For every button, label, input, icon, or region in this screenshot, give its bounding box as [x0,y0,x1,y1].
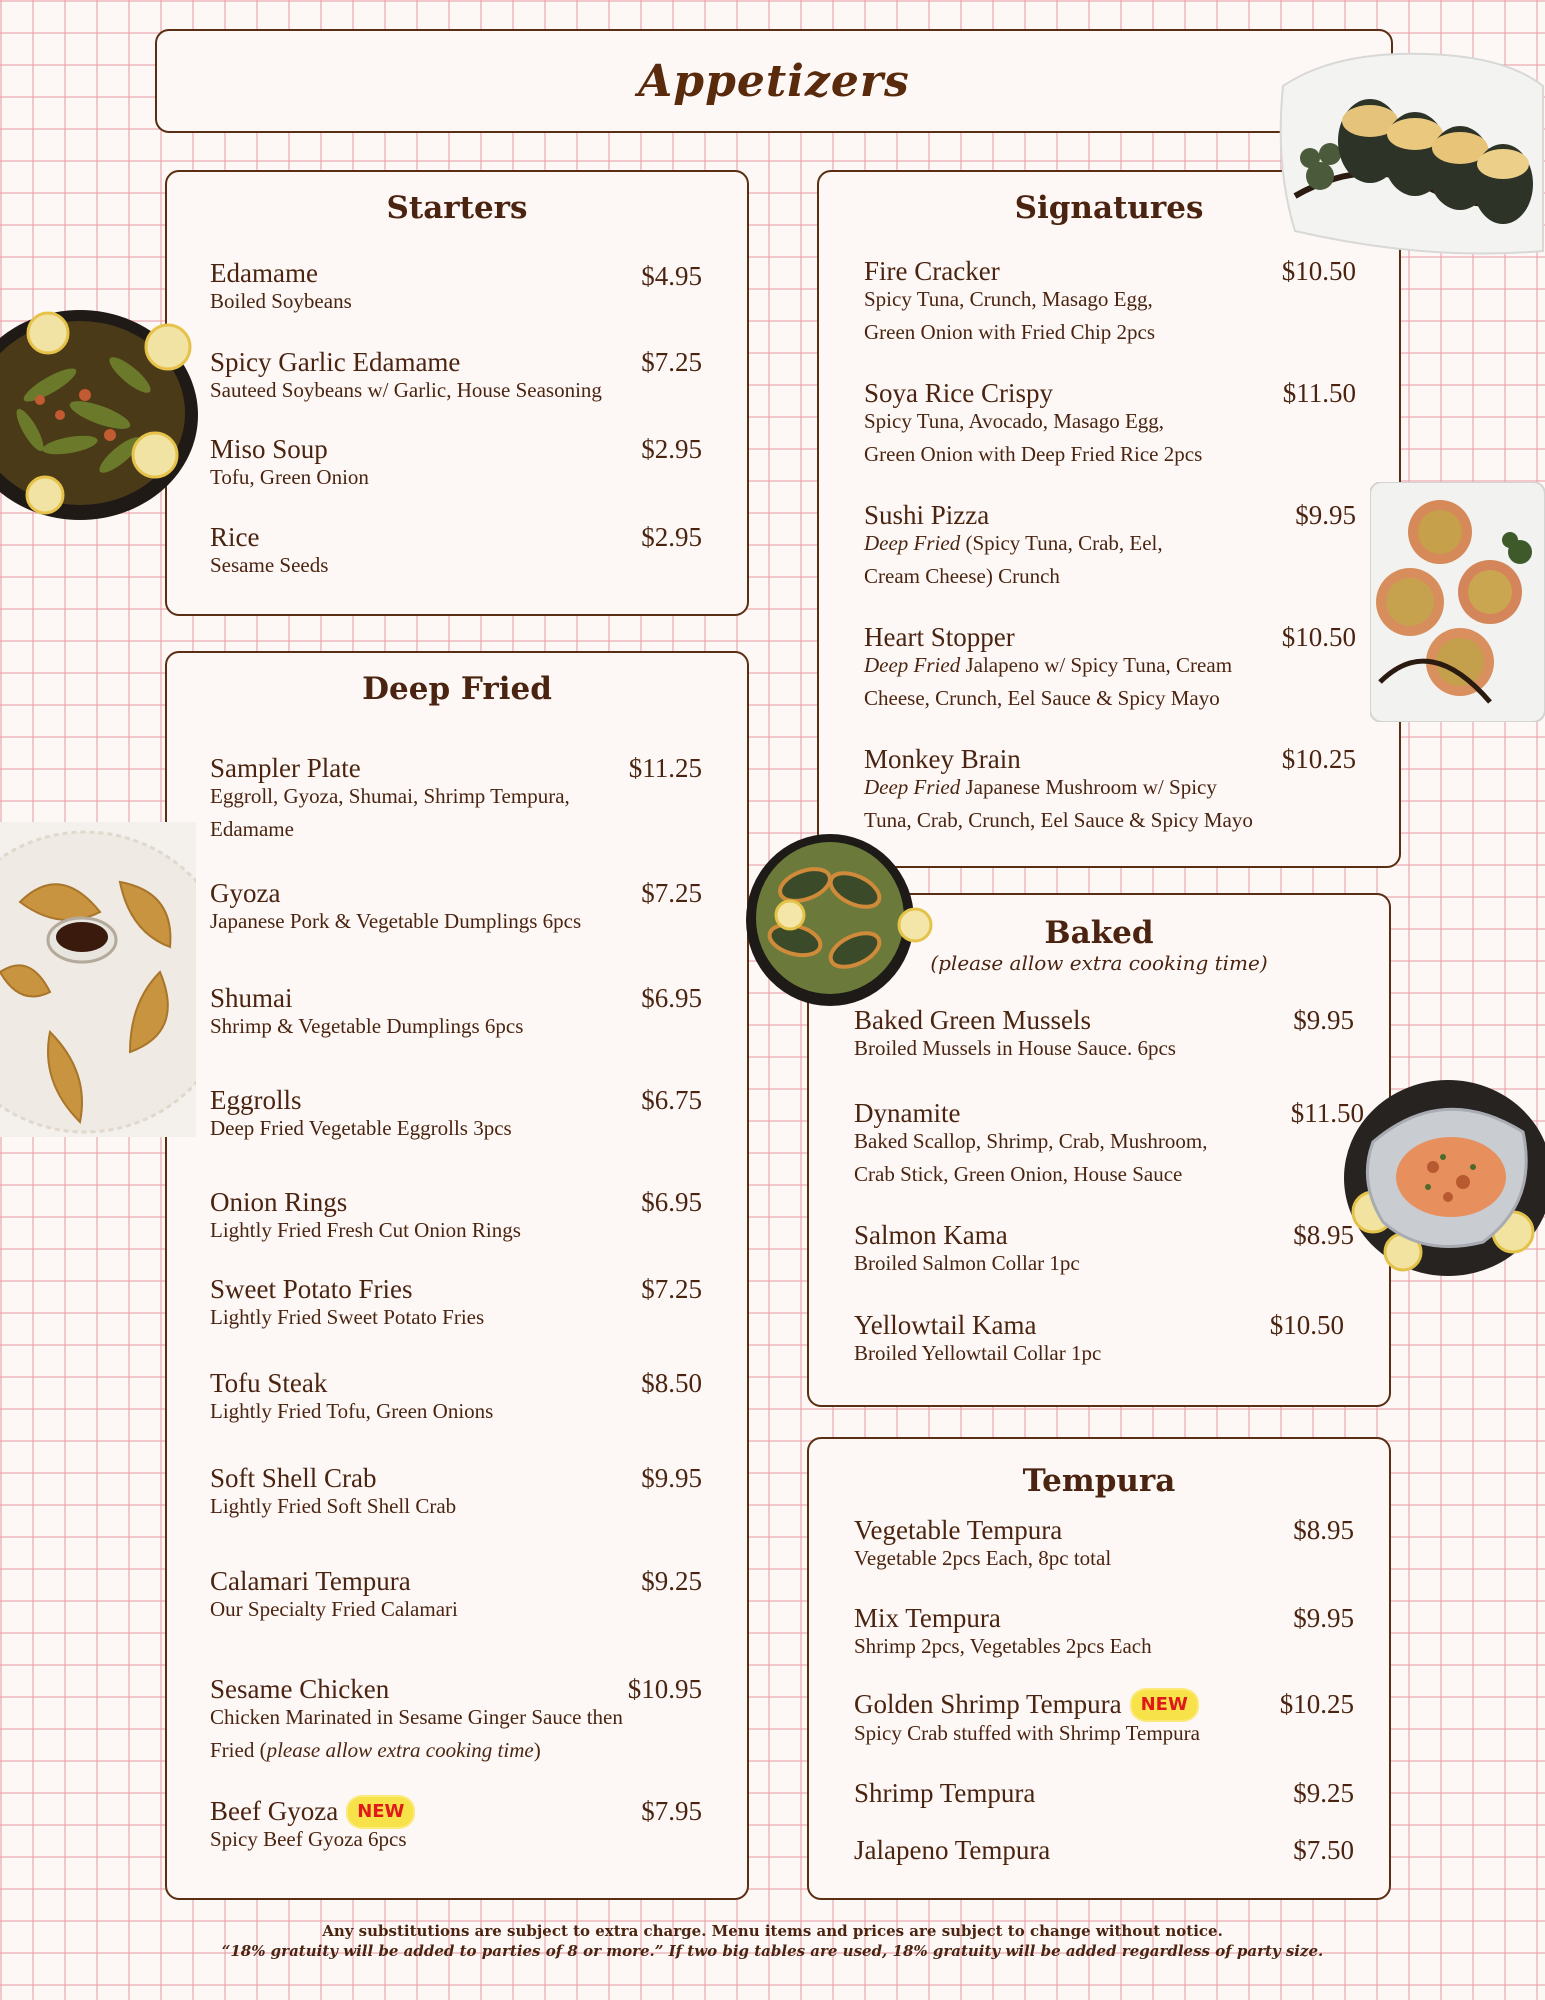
item-description-line1 [864,649,1232,682]
section-subtitle: (please allow extra cooking time) [930,951,1268,975]
item-price: $9.95 [1293,1005,1354,1035]
item-price: $10.25 [1279,1689,1354,1719]
item-description: Lightly Fried Fresh Cut Onion Rings [210,1218,521,1242]
desc-italic-prefix: Deep Fried [864,775,961,799]
section-title: Baked [1044,915,1154,951]
item-description: Lightly Fried Soft Shell Crab [210,1494,457,1518]
item-name: Shrimp Tempura [854,1778,1036,1808]
item-description: Deep Fried Vegetable Eggrolls 3pcs [210,1116,512,1140]
item-name-text: Golden Shrimp Tempura [854,1689,1122,1719]
item-price: $10.50 [1281,256,1356,286]
item-name: Shumai [210,983,293,1013]
item-name: Baked Green Mussels [854,1005,1091,1035]
item-description-line1: Chicken Marinated in Sesame Ginger Sauce then [210,1705,623,1729]
item-price: $7.25 [641,1274,702,1304]
desc-text: ) [533,1738,541,1762]
item-description-line1: Eggroll, Gyoza, Shumai, Shrimp Tempura, [210,784,570,808]
item-price: $11.25 [628,753,702,783]
item-name: Sampler Plate [210,753,361,783]
title-banner [155,29,1393,133]
item-price: $7.50 [1293,1835,1354,1865]
desc-text: (Spicy Tuna, Crab, Eel, [960,531,1163,555]
item-price: $9.25 [1293,1778,1354,1808]
item-description: Japanese Pork & Vegetable Dumplings 6pcs [210,909,582,933]
item-price: $8.95 [1293,1515,1354,1545]
item-description-line2: Cheese, Crunch, Eel Sauce & Spicy Mayo [864,686,1220,710]
tempura-section [807,1437,1391,1900]
item-name: Rice [210,522,260,552]
desc-text: Japanese Mushroom w/ Spicy [960,775,1217,799]
sushi-pizza-photo [1370,482,1545,722]
desc-text: Fried ( [210,1738,267,1762]
footer-disclaimer: Any substitutions are subject to extra charge. Menu items and prices are subject to change without notice. [322,1922,1223,1940]
section-title: Starters [386,190,528,226]
item-name: Soft Shell Crab [210,1463,377,1493]
section-title: Deep Fried [362,671,552,707]
item-name: Onion Rings [210,1187,348,1217]
item-description-line1: Spicy Tuna, Crunch, Masago Egg, [864,287,1153,311]
item-description: Shrimp 2pcs, Vegetables 2pcs Each [854,1634,1152,1658]
new-badge: NEW [348,1797,413,1827]
item-name-text: Beef Gyoza [210,1796,339,1826]
item-name: Fire Cracker [864,256,1000,286]
new-badge: NEW [1132,1690,1197,1720]
item-price: $4.95 [641,261,702,291]
item-name: Dynamite [854,1098,961,1128]
item-description: Lightly Fried Sweet Potato Fries [210,1305,485,1329]
item-description: Broiled Yellowtail Collar 1pc [854,1341,1102,1365]
item-description-line2: Green Onion with Deep Fried Rice 2pcs [864,442,1203,466]
item-price: $2.95 [641,434,702,464]
item-price: $6.75 [641,1085,702,1115]
desc-italic-prefix: Deep Fried [864,531,961,555]
item-description-line2 [210,1734,541,1767]
item-description: Spicy Crab stuffed with Shrimp Tempura [854,1721,1200,1745]
item-name: Miso Soup [210,434,328,464]
item-description: Broiled Salmon Collar 1pc [854,1251,1080,1275]
item-name [854,1689,1197,1720]
item-price: $10.95 [627,1674,702,1704]
item-description: Boiled Soybeans [210,289,352,313]
page-title: Appetizers [638,55,910,107]
starters-section [165,170,749,616]
item-description-line2: Edamame [210,817,294,841]
item-name: Jalapeno Tempura [854,1835,1051,1865]
item-name: Monkey Brain [864,744,1021,774]
desc-text: Jalapeno w/ Spicy Tuna, Cream [960,653,1233,677]
item-name: Sweet Potato Fries [210,1274,413,1304]
item-description: Lightly Fried Tofu, Green Onions [210,1399,494,1423]
section-title: Tempura [1022,1463,1176,1499]
item-price: $7.25 [641,878,702,908]
item-name: Edamame [210,258,318,288]
item-name: Heart Stopper [864,622,1015,652]
item-description-line1: Baked Scallop, Shrimp, Crab, Mushroom, [854,1129,1208,1153]
desc-italic-note: please allow extra cooking time [266,1738,534,1762]
edamame-bowl-photo [0,305,200,525]
item-price: $8.95 [1293,1220,1354,1250]
item-price: $11.50 [1282,378,1356,408]
item-price: $6.95 [641,983,702,1013]
footer-gratuity-note: “18% gratuity will be added to parties of 8 or more.” If two big tables are used, 18% gratuity will be added regardless of party size. [221,1942,1324,1960]
item-name: Soya Rice Crispy [864,378,1053,408]
item-name: Gyoza [210,878,281,908]
desc-italic-prefix: Deep Fried [864,653,961,677]
item-price: $9.95 [641,1463,702,1493]
item-price: $2.95 [641,522,702,552]
item-description-line1 [864,527,1163,560]
item-description-line1 [864,771,1217,804]
mussels-plate-photo [745,830,935,1010]
item-description: Spicy Beef Gyoza 6pcs [210,1827,407,1851]
item-name: Calamari Tempura [210,1566,411,1596]
item-description: Shrimp & Vegetable Dumplings 6pcs [210,1014,524,1038]
item-price: $7.95 [641,1796,702,1826]
item-price: $10.50 [1281,622,1356,652]
item-description: Vegetable 2pcs Each, 8pc total [854,1546,1112,1570]
item-name: Vegetable Tempura [854,1515,1063,1545]
item-description: Our Specialty Fried Calamari [210,1597,458,1621]
item-name: Tofu Steak [210,1368,328,1398]
item-price: $10.50 [1269,1310,1344,1340]
item-description-line1: Spicy Tuna, Avocado, Masago Egg, [864,409,1165,433]
item-description-line2: Crab Stick, Green Onion, House Sauce [854,1162,1183,1186]
item-price: $9.95 [1293,1603,1354,1633]
item-price: $9.25 [641,1566,702,1596]
gyoza-plate-photo [0,822,196,1137]
item-price: $8.50 [641,1368,702,1398]
item-price: $6.95 [641,1187,702,1217]
item-name: Sesame Chicken [210,1674,390,1704]
signatures-section [817,170,1401,868]
item-price: $11.50 [1290,1098,1364,1128]
item-description-line2: Tuna, Crab, Crunch, Eel Sauce & Spicy Mayo [864,808,1253,832]
item-name: Salmon Kama [854,1220,1008,1250]
item-description-line2: Green Onion with Fried Chip 2pcs [864,320,1156,344]
item-name: Eggrolls [210,1085,302,1115]
item-description: Broiled Mussels in House Sauce. 6pcs [854,1036,1176,1060]
item-name: Sushi Pizza [864,500,990,530]
item-name: Yellowtail Kama [854,1310,1037,1340]
item-description-line2: Cream Cheese) Crunch [864,564,1060,588]
deep-fried-section [165,651,749,1900]
item-price: $10.25 [1281,744,1356,774]
item-name: Mix Tempura [854,1603,1001,1633]
item-description: Tofu, Green Onion [210,465,369,489]
section-title: Signatures [1014,190,1204,226]
item-description: Sauteed Soybeans w/ Garlic, House Seasoning [210,378,602,402]
item-name: Spicy Garlic Edamame [210,347,461,377]
item-price: $9.95 [1295,500,1356,530]
item-price: $7.25 [641,347,702,377]
item-description: Sesame Seeds [210,553,329,577]
sushi-roll-photo [1275,46,1545,256]
dynamite-plate-photo [1333,1072,1545,1284]
